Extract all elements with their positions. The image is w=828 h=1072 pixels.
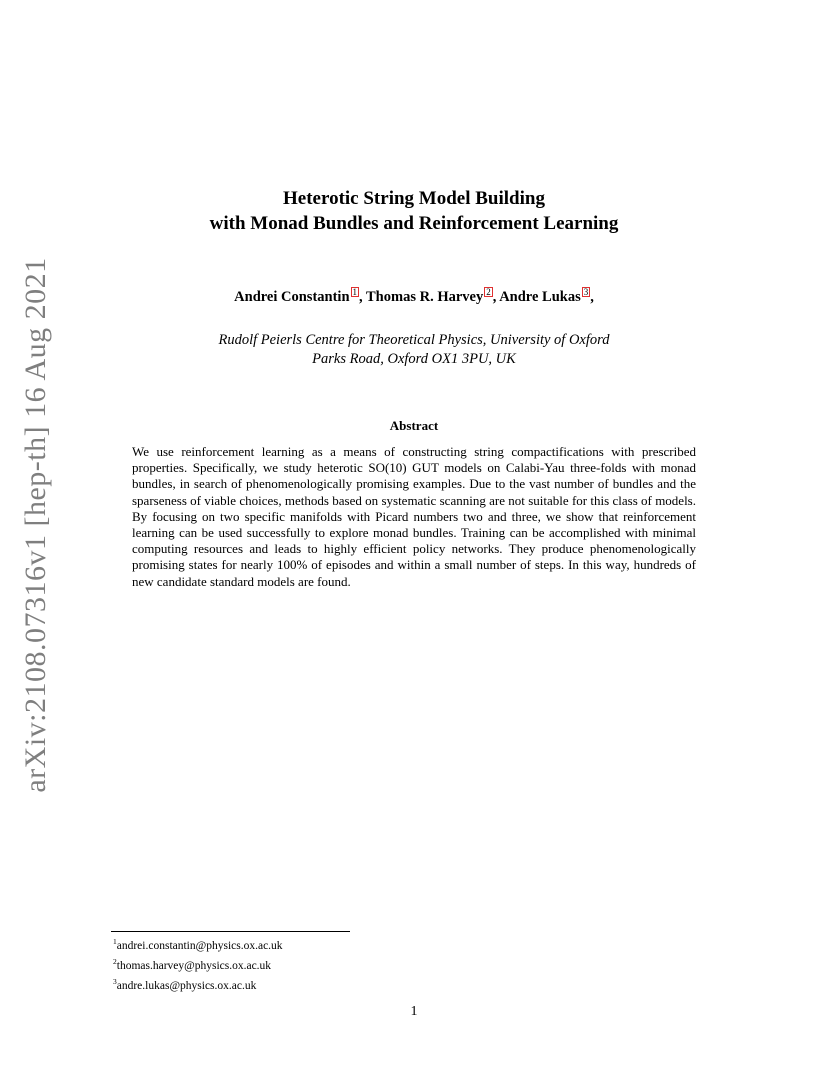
- footnote-item: [113, 934, 283, 954]
- author-name: Thomas R. Harvey: [366, 288, 484, 305]
- author-separator: ,: [492, 288, 500, 305]
- footnote-rule: [111, 931, 350, 932]
- footnote-email: thomas.harvey@physics.ox.ac.uk: [116, 959, 272, 972]
- footnote-item: [113, 974, 283, 994]
- page-number: 1: [410, 1004, 418, 1019]
- footnote-link-2[interactable]: 2: [486, 287, 491, 297]
- footnotes: [113, 934, 283, 993]
- title-line-1: Heterotic String Model Building: [283, 188, 545, 209]
- footnote-mark: 3: [113, 976, 117, 986]
- affiliation-line-1: Rudolf Peierls Centre for Theoretical Physics, University of Oxford: [218, 332, 610, 348]
- author-separator: ,: [359, 288, 367, 305]
- title-line-2: with Monad Bundles and Reinforcement Learning: [209, 213, 619, 234]
- abstract-heading: Abstract: [389, 418, 439, 433]
- author-list: [0, 287, 828, 306]
- footnote-mark: 1: [113, 937, 117, 946]
- footnote-link-1[interactable]: 1: [352, 287, 358, 297]
- footnote-link-3[interactable]: 3: [583, 287, 589, 297]
- arxiv-identifier-stamp[interactable]: arXiv:2108.07316v1 [hep-th] 16 Aug 2021: [19, 257, 52, 793]
- affiliation-line-2: Parks Road, Oxford OX1 3PU, UK: [312, 351, 516, 367]
- author-separator: ,: [590, 288, 594, 305]
- author-name: Andre Lukas: [499, 288, 581, 305]
- paper-title: [0, 186, 828, 236]
- footnote-email: andrei.constantin@physics.ox.ac.uk: [116, 939, 283, 952]
- abstract-body: [132, 444, 696, 590]
- author-name: Andrei Constantin: [234, 288, 350, 305]
- footnote-mark: 2: [113, 956, 117, 966]
- abstract-text: We use reinforcement learning as a means of constructing string compactifications with prescribed properties. Specifically, we study heterotic SO(10) GUT models on Calabi-Yau three-folds with monad bundles, in search of phenomenologically promising examples. Due to the vast number of bundles and the sparseness of viable choices, methods based on systematic scanning are not suitable for this class of models. By focusing on two specific manifolds with Picard numbers two and three, we show that reinforcement learning can be used successfully to explore monad bundles. Training can be accomplished with minimal computing resources and leads to highly efficient policy networks. They produce phenomenologically promising states for nearly 100% of episodes and within a small number of steps. In this way, hundreds of new candidate standard models are found.: [132, 444, 696, 589]
- footnote-item: [113, 954, 283, 974]
- affiliation: [0, 331, 828, 369]
- footnote-email: andre.lukas@physics.ox.ac.uk: [116, 979, 257, 992]
